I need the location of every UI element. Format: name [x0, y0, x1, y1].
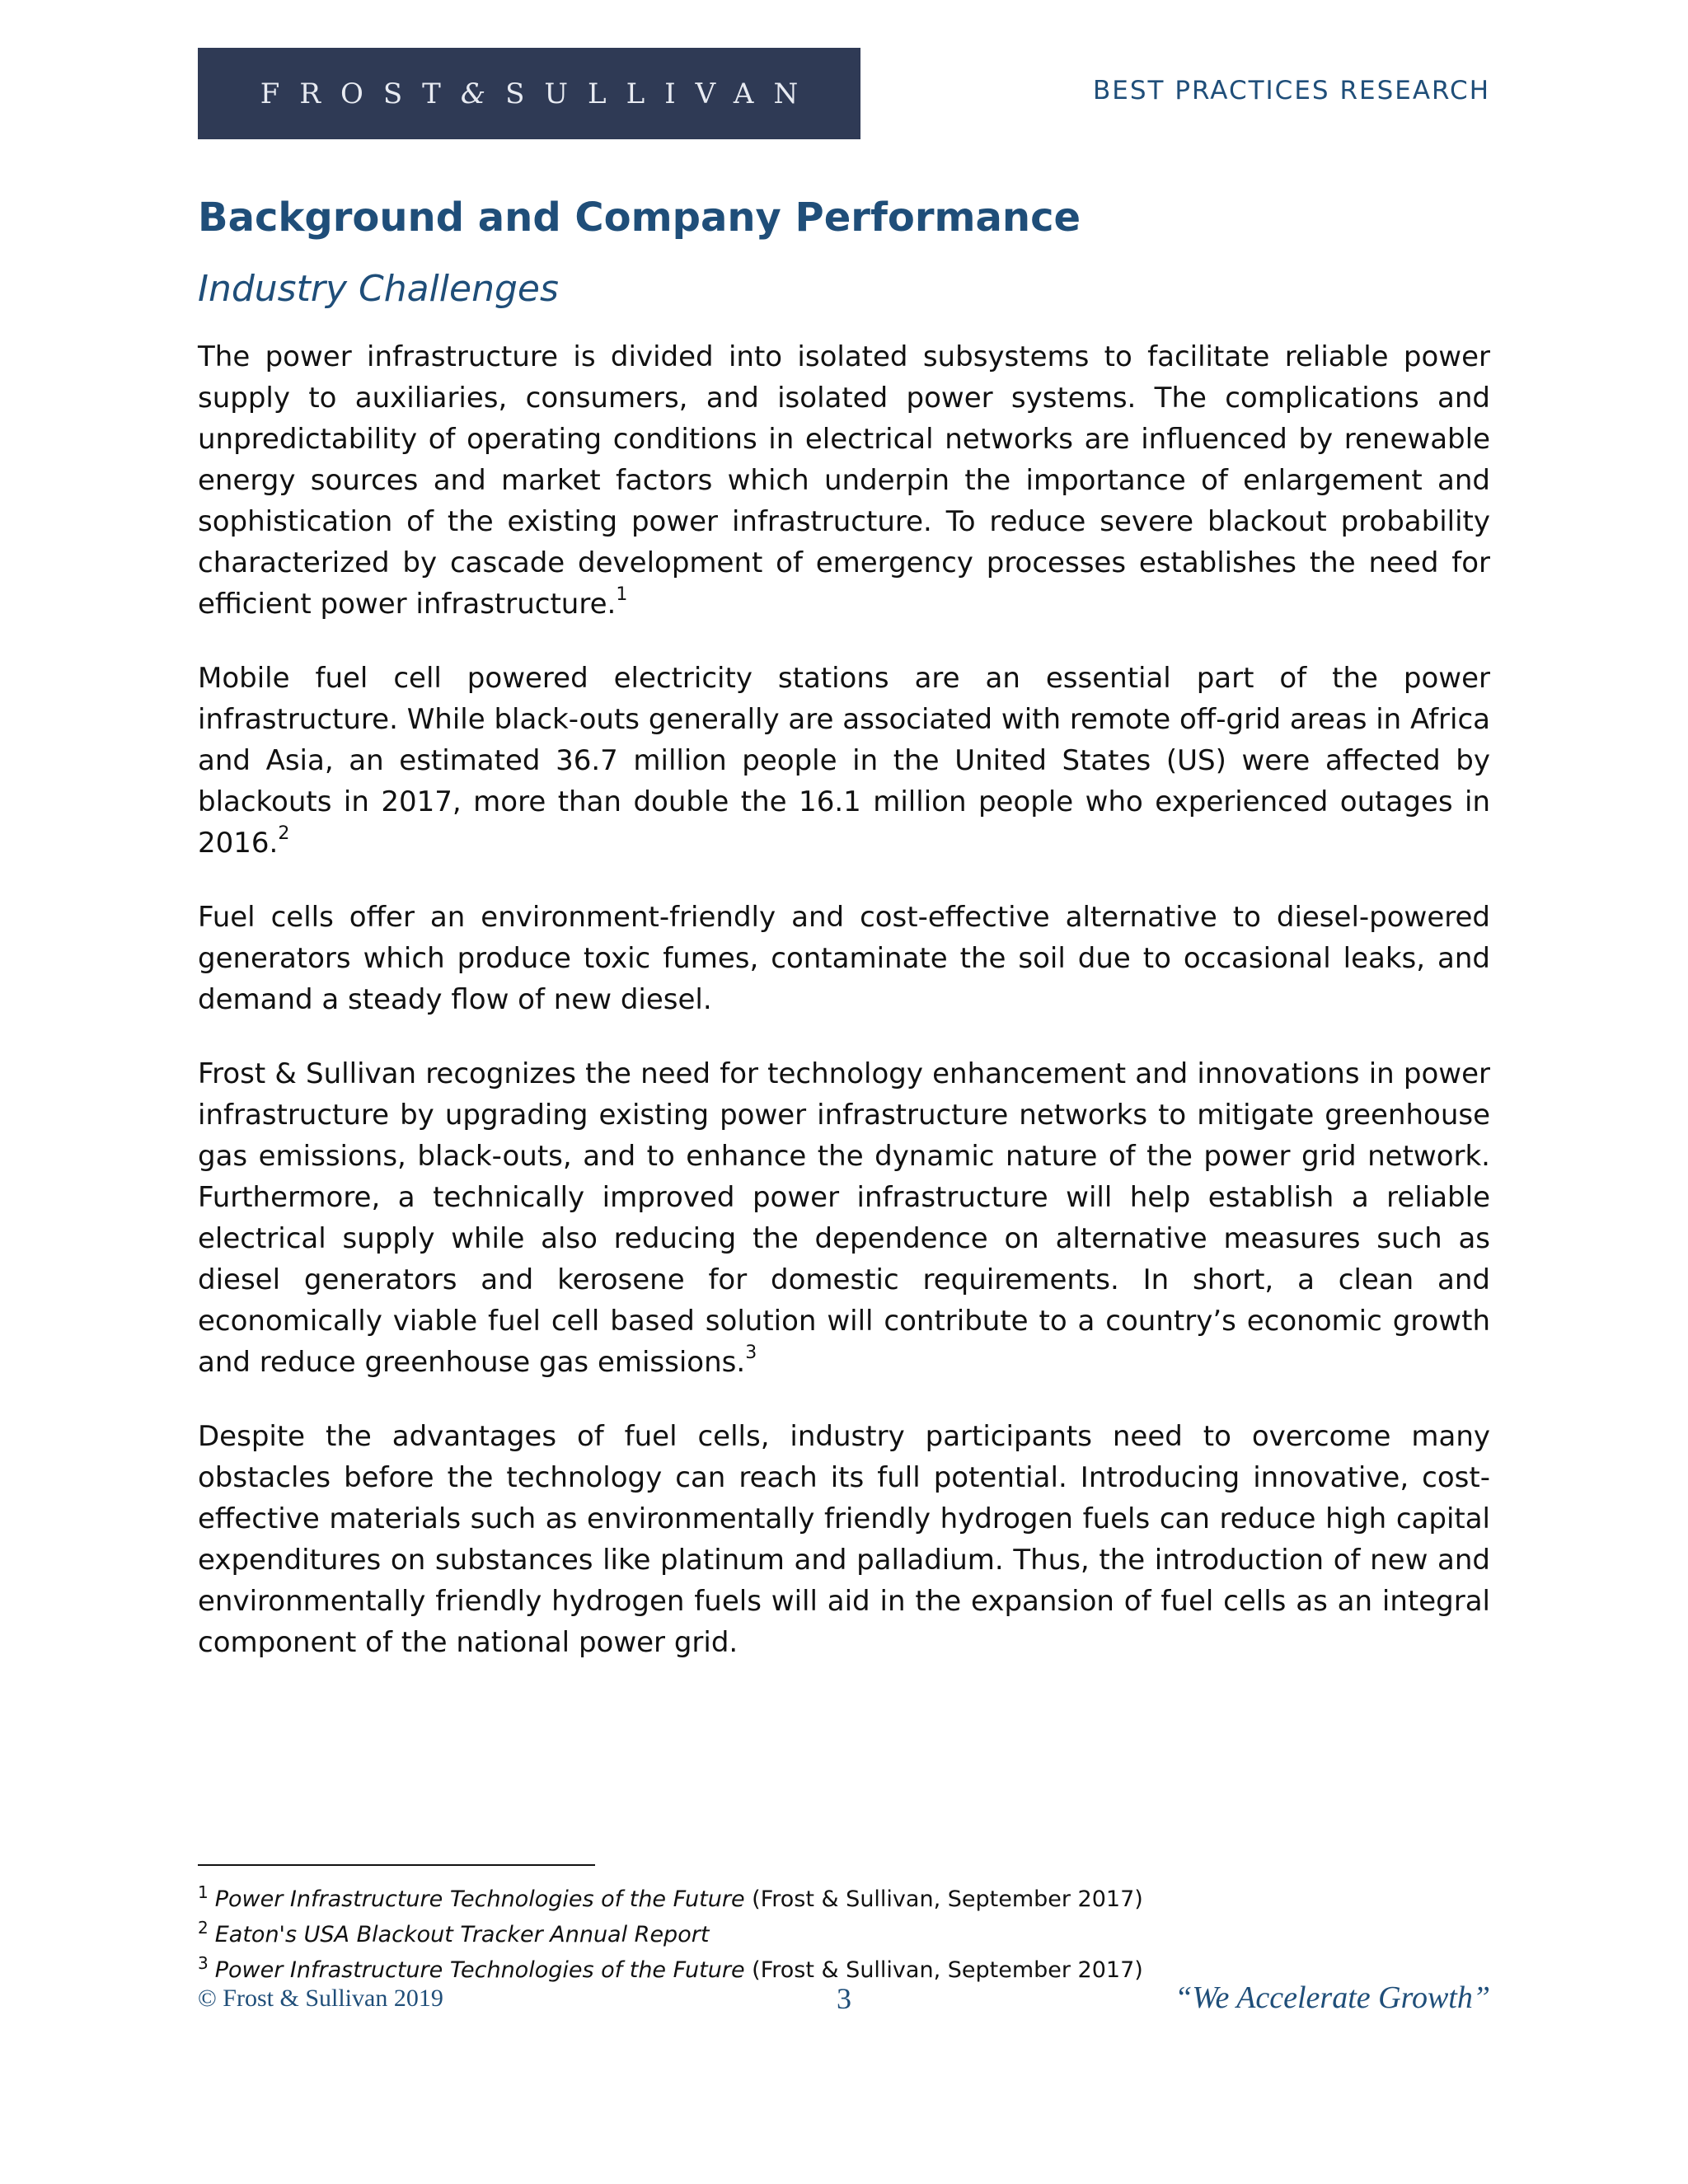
paragraph-text: Fuel cells offer an environment-friendly and cost-effective alternative to diesel-powered generators which produce toxic fumes, contaminate the soil due to occasional leaks, and demand a steady flow of new diesel.	[198, 901, 1490, 1016]
footnote-number: 1	[198, 1882, 209, 1902]
main-content	[198, 186, 1490, 1696]
paragraph-text: The power infrastructure is divided into isolated subsystems to facilitate reliable power supply to auxiliaries, consumers, and isolated power systems. The complications and unpredictability of operating conditions in electrical networks are influenced by renewable energy sources and market factors which underpin the importance of enlargement and sophistication of the existing power infrastructure. To reduce severe blackout probability characterized by cascade development of emergency processes establishes the need for efficient power infrastructure.	[198, 340, 1490, 621]
logo-ampersand: &	[460, 77, 506, 110]
footnote-title: Power Infrastructure Technologies of the Future	[214, 1957, 745, 1983]
frost-sullivan-logo	[198, 48, 860, 139]
paragraph-text: Frost & Sullivan recognizes the need for technology enhancement and innovations in power infrastructure by upgrading existing power infrastructure networks to mitigate greenhouse gas emissions, black-outs, and to enhance the dynamic nature of the power grid network. Furthermore, a technically improved power infrastructure will help establish a reliable electrical supply while also reducing the dependence on alternative measures such as diesel generators and kerosene for domestic requirements. In short, a clean and economically viable fuel cell based solution will contribute to a country’s economic growth and reduce greenhouse gas emissions.	[198, 1057, 1490, 1379]
section-subtitle: Industry Challenges	[198, 268, 559, 310]
footnote-divider	[198, 1864, 595, 1866]
footnote-ref-2: 2	[278, 823, 290, 844]
paragraph-text: Mobile fuel cell powered electricity stations are an essential part of the power infrastructure. While black-outs generally are associated with remote off-grid areas in Africa and Asia, an estimated 36.7 million people in the United States (US) were affected by blackouts in 2017, more than double the 16.1 million people who experienced outages in 2016.	[198, 662, 1490, 860]
footnote-1	[198, 1882, 1490, 1918]
footnote-title: Power Infrastructure Technologies of the Future	[214, 1886, 745, 1912]
footnote-source: (Frost & Sullivan, September 2017)	[744, 1886, 1143, 1912]
paragraph-text: Despite the advantages of fuel cells, industry participants need to overcome many obstacles before the technology can reach its full potential. Introducing innovative, cost-effective materials such as environmentally friendly hydrogen fuels can reduce high capital expenditures on substances like platinum and palladium. Thus, the introduction of new and environmentally friendly hydrogen fuels will aid in the expansion of fuel cells as an integral component of the national power grid.	[198, 1420, 1490, 1659]
paragraph-1	[198, 336, 1490, 625]
logo-word-frost: FROST	[260, 77, 461, 110]
best-practices-research-label: BEST PRACTICES RESEARCH	[1093, 76, 1490, 105]
paragraph-4	[198, 1053, 1490, 1383]
footnote-number: 3	[198, 1953, 209, 1973]
paragraph-2	[198, 658, 1490, 864]
paragraph-5	[198, 1416, 1490, 1663]
footnote-number: 2	[198, 1918, 209, 1938]
logo-word-sullivan: SULLIVAN	[505, 77, 818, 110]
footnote-2	[198, 1918, 1490, 1953]
footnote-ref-3: 3	[745, 1342, 757, 1363]
footnotes	[198, 1882, 1490, 1989]
copyright-notice: © Frost & Sullivan 2019	[198, 1985, 443, 2012]
footnote-title: Eaton's USA Blackout Tracker Annual Report	[214, 1922, 710, 1947]
footnote-ref-1: 1	[616, 583, 628, 605]
page-number: 3	[837, 1982, 851, 2015]
footer-slogan: “We Accelerate Growth”	[1175, 1980, 1490, 2015]
paragraph-3	[198, 897, 1490, 1020]
footnote-source: (Frost & Sullivan, September 2017)	[744, 1957, 1143, 1983]
page-title: Background and Company Performance	[198, 194, 1081, 241]
